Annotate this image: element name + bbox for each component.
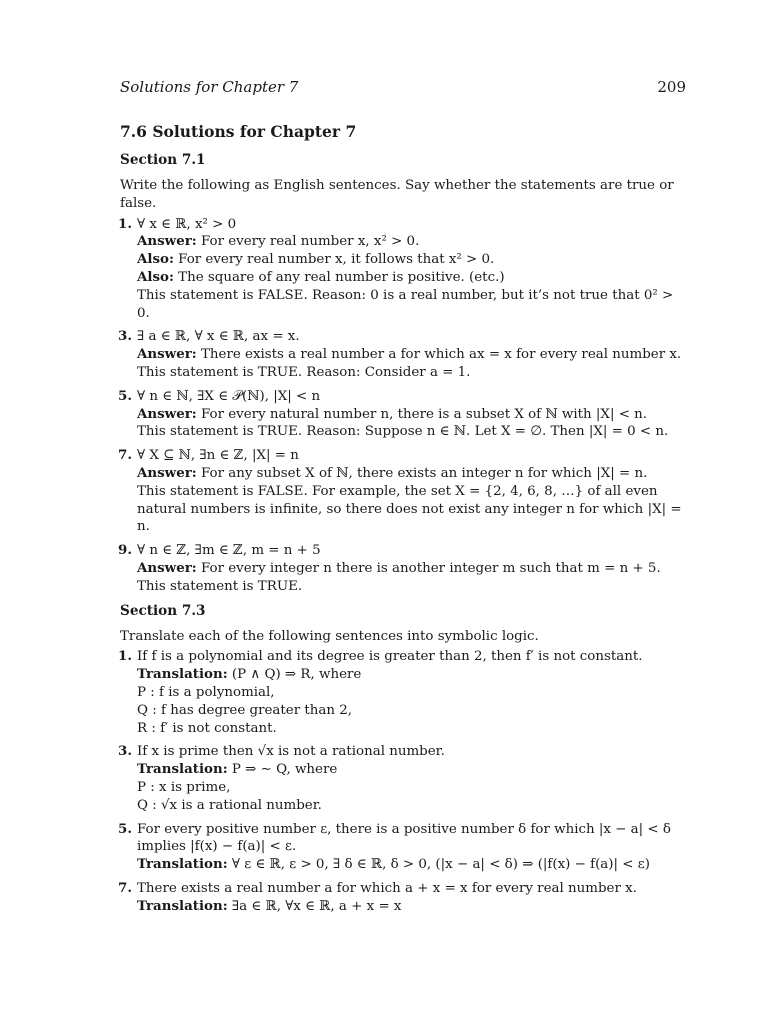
section-7-3-instructions: Translate each of the following sentences into symbolic logic.: [120, 628, 539, 644]
exercise-statement: ∀ X ⊆ ℕ, ∃n ∈ ℤ, |X| = n: [137, 448, 299, 464]
exercise-statement: There exists a real number a for which a + x = x for every real number x.: [137, 880, 637, 896]
exercise-number: 5.: [118, 820, 132, 837]
chapter-heading: 7.6 Solutions for Chapter 7: [120, 122, 357, 141]
exercise-solution-line: P : x is prime,: [137, 779, 231, 795]
exercise-solution-line: Answer: There exists a real number a for which ax = x for every real number x.: [137, 346, 682, 363]
exercise-item: [120, 216, 686, 323]
exercise-solution-line: Answer: For every integer n there is another integer m such that m = n + 5.: [137, 559, 661, 576]
exercise-solution-line: This statement is FALSE. For example, the set X = {2, 4, 6, 8, …} of all even natural numbers is infinite, so there does not exist any integer n for which |X| = n.: [137, 483, 682, 535]
section-7-1-exercise-list: [120, 216, 686, 596]
section-7-1-instructions: Write the following as English sentences. Say whether the statements are true or false.: [120, 178, 674, 211]
running-title: Solutions for Chapter 7: [120, 78, 299, 96]
exercise-solution-line: R : f′ is not constant.: [137, 720, 277, 736]
exercise-number: 7.: [118, 879, 132, 896]
exercise-item: [120, 388, 686, 441]
running-header: [120, 78, 686, 100]
exercise-statement: ∀ n ∈ ℤ, ∃m ∈ ℤ, m = n + 5: [137, 543, 321, 559]
exercise-solution-line: Translation: ∃a ∈ ℝ, ∀x ∈ ℝ, a + x = x: [137, 897, 402, 914]
exercise-statement: ∃ a ∈ ℝ, ∀ x ∈ ℝ, ax = x.: [137, 329, 300, 345]
exercise-number: 1.: [118, 648, 132, 665]
exercise-solution-line: Also: For every real number x, it follows that x² > 0.: [137, 251, 495, 268]
exercise-solution-line: This statement is TRUE. Reason: Suppose n ∈ ℕ. Let X = ∅. Then |X| = 0 < n.: [137, 424, 669, 440]
exercise-solution-line: Q : √x is a rational number.: [137, 797, 322, 813]
section-7-3-exercise-list: [120, 648, 686, 915]
exercise-item: [120, 821, 686, 874]
page-content: [120, 122, 686, 921]
exercise-statement: ∀ x ∈ ℝ, x² > 0: [137, 216, 237, 232]
exercise-solution-line: Translation: ∀ ε ∈ ℝ, ε > 0, ∃ δ ∈ ℝ, δ > 0, (|x − a| < δ) ⇒ (|f(x) − f(a)| < ε): [137, 856, 650, 873]
exercise-number: 5.: [118, 387, 132, 404]
exercise-item: [120, 328, 686, 381]
exercise-solution-line: P : f is a polynomial,: [137, 684, 275, 700]
exercise-item: [120, 880, 686, 916]
exercise-solution-line: Translation: P ⇒ ∼ Q, where: [137, 761, 338, 778]
exercise-statement: For every positive number ε, there is a positive number δ for which |x − a| < δ implies |f(x) − f(a)| < ε.: [137, 821, 671, 855]
page-number: 209: [657, 78, 686, 96]
exercise-solution-line: Answer: For every natural number n, there is a subset X of ℕ with |X| < n.: [137, 405, 648, 422]
exercise-solution-line: This statement is TRUE.: [137, 578, 303, 594]
exercise-solution-line: Answer: For any subset X of ℕ, there exists an integer n for which |X| = n.: [137, 464, 648, 481]
exercise-number: 9.: [118, 542, 132, 559]
exercise-solution-line: Translation: (P ∧ Q) ⇒ R, where: [137, 666, 362, 683]
exercise-number: 3.: [118, 743, 132, 760]
exercise-statement: If x is prime then √x is not a rational number.: [137, 744, 445, 760]
exercise-solution-line: This statement is FALSE. Reason: 0 is a real number, but it’s not true that 0² > 0.: [137, 287, 674, 321]
exercise-solution-line: Also: The square of any real number is positive. (etc.): [137, 268, 505, 285]
exercise-item: [120, 743, 686, 814]
exercise-number: 1.: [118, 215, 132, 232]
exercise-solution-line: This statement is TRUE. Reason: Consider a = 1.: [137, 364, 471, 380]
exercise-solution-line: Q : f has degree greater than 2,: [137, 702, 353, 718]
section-7-3-title: Section 7.3: [120, 602, 206, 619]
exercise-number: 3.: [118, 328, 132, 345]
exercise-statement: If f is a polynomial and its degree is greater than 2, then f′ is not constant.: [137, 649, 643, 665]
section-7-1-title: Section 7.1: [120, 152, 206, 168]
exercise-statement: ∀ n ∈ ℕ, ∃X ∈ 𝒫(ℕ), |X| < n: [137, 388, 321, 404]
exercise-item: [120, 542, 686, 595]
exercise-item: [120, 447, 686, 536]
exercise-item: [120, 648, 686, 737]
exercise-solution-line: Answer: For every real number x, x² > 0.: [137, 233, 420, 250]
exercise-number: 7.: [118, 447, 132, 464]
